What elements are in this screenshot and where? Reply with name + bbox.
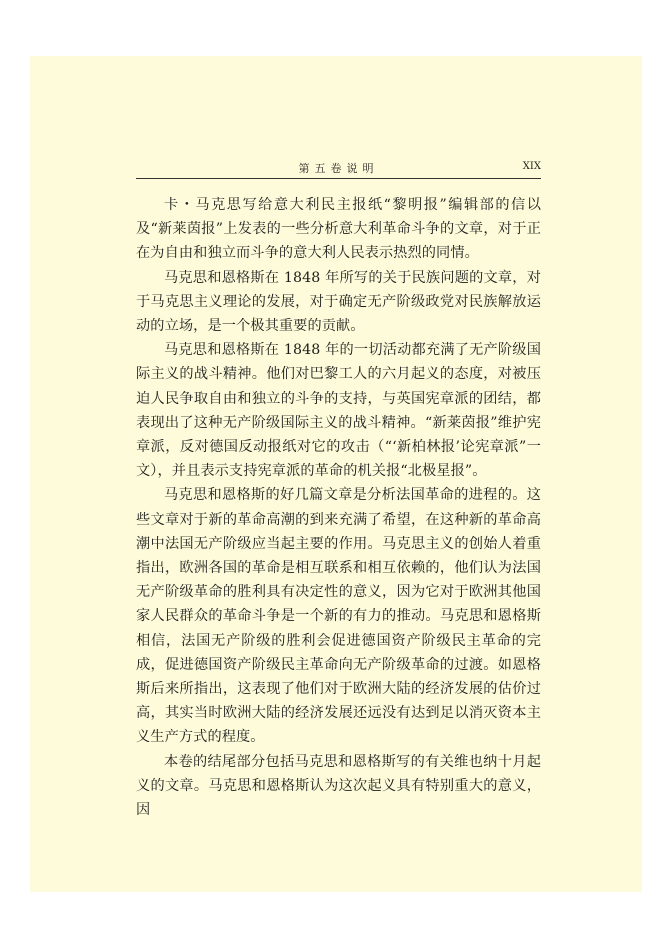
running-header bbox=[136, 158, 541, 179]
paragraph: 本卷的结尾部分包括马克思和恩格斯写的有关维也纳十月起义的文章。马克思和恩格斯认为这次起义具有特别重大的意义，因 bbox=[136, 753, 541, 819]
page-number: XIX bbox=[522, 161, 541, 172]
body-text bbox=[136, 193, 541, 822]
paragraph: 卡・马克思写给意大利民主报纸“黎明报”编辑部的信以及“新莱茵报”上发表的一些分析意大利革命斗争的文章，对于正在为自由和独立而斗争的意大利人民表示热烈的同情。 bbox=[136, 197, 541, 262]
paragraph: 马克思和恩格斯在 1848 年的一切活动都充满了无产阶级国际主义的战斗精神。他们对巴黎工人的六月起义的态度，对被压迫人民争取自由和独立的斗争的支持，与英国宪章派的团结，都表现出了这种无产阶级国际主义的战斗精神。“新莱茵报”维护宪章派，反对德国反动报纸对它的攻击（“‘新柏林报’论宪章派”一文），并且表示支持宪章派的革命的机关报“北极星报”。 bbox=[136, 342, 541, 480]
header-title: 第五卷说明 bbox=[298, 162, 379, 175]
paragraph: 马克思和恩格斯的好几篇文章是分析法国革命的进程的。这些文章对于新的革命高潮的到来充满了希望，在这种新的革命高潮中法国无产阶级应当起主要的作用。马克思主义的创始人着重指出，欧洲各国的革命是相互联系和相互依赖的，他们认为法国无产阶级革命的胜利具有决定性的意义，因为它对于欧洲其他国家人民群众的革命斗争是一个新的有力的推动。马克思和恩格斯相信，法国无产阶级的胜利会促进德国资产阶级民主革命的完成，促进德国资产阶级民主革命向无产阶级革命的过渡。如恩格斯后来所指出，这表现了他们对于欧洲大陆的经济发展的估价过高，其实当时欧洲大陆的经济发展还远没有达到足以消灭资本主义生产方式的程度。 bbox=[136, 487, 541, 746]
paragraph: 马克思和恩格斯在 1848 年所写的关于民族问题的文章，对于马克思主义理论的发展，对于确定无产阶级政党对民族解放运动的立场，是一个极其重要的贡献。 bbox=[136, 269, 541, 335]
